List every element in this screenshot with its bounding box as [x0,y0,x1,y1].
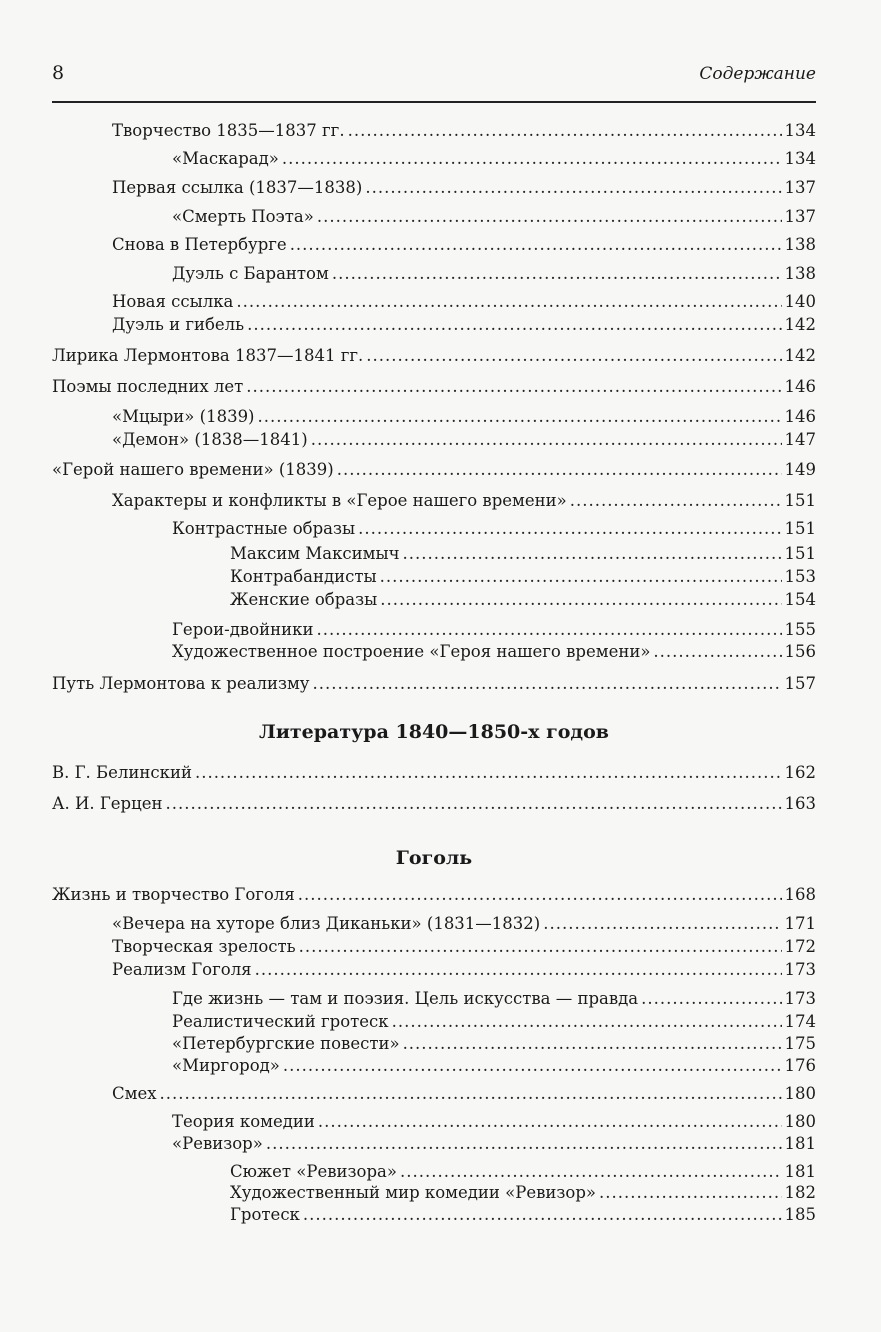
leader-dots [247,314,781,336]
leader-dots [316,619,781,641]
toc-entry-page: 182 [784,1183,816,1202]
toc-entry[interactable] [172,1055,816,1077]
leader-dots [283,1055,782,1077]
toc-entry-title: «Смерть Поэта» [172,207,314,226]
toc-entry[interactable] [52,673,816,695]
toc-entry-title: А. И. Герцен [52,794,163,813]
toc-entry-page: 142 [784,346,816,365]
toc-entry[interactable] [112,959,816,981]
leader-dots [313,673,782,695]
leader-dots [282,148,782,170]
toc-entry[interactable] [112,406,816,428]
toc-entry[interactable] [112,177,816,199]
toc-entry-title: Художественное построение «Героя нашего времени» [172,642,651,661]
toc-entry-title: «Петербургские повести» [172,1034,400,1053]
toc-entry-page: 147 [784,430,816,449]
leader-dots [403,1033,782,1055]
leader-dots [403,543,782,565]
leader-dots [299,936,782,958]
leader-dots [311,429,782,451]
toc-entry-title: Снова в Петербурге [112,235,287,254]
toc-entry-page: 134 [784,121,816,140]
toc-entry-page: 138 [784,264,816,283]
leader-dots [599,1182,781,1204]
toc-entry[interactable] [230,589,816,611]
toc-entry-page: 163 [784,794,816,813]
toc-entry[interactable] [230,1161,816,1183]
toc-entry[interactable] [52,762,816,784]
toc-entry-title: Реалистический гротеск [172,1012,389,1031]
toc-entry-title: Творческая зрелость [112,937,296,956]
toc-entry-title: Женские образы [230,590,378,609]
toc-entry-page: 176 [784,1056,816,1075]
toc-entry-page: 153 [784,567,816,586]
leader-dots [303,1204,782,1226]
leader-dots [337,459,782,481]
toc-entry-page: 140 [784,292,816,311]
leader-dots [236,291,781,313]
leader-dots [641,988,781,1010]
leader-dots [258,406,782,428]
toc-entry[interactable] [52,459,816,481]
leader-dots [255,959,782,981]
leader-dots [653,641,781,663]
toc-entry-title: Теория комедии [172,1112,315,1131]
leader-dots [290,234,782,256]
toc-entry-title: Герои-двойники [172,620,314,639]
leader-dots [246,376,781,398]
toc-entry[interactable] [112,429,816,451]
toc-entry-page: 151 [784,491,816,510]
toc-entry[interactable] [52,345,816,367]
leader-dots [195,762,782,784]
leader-dots [318,1111,782,1133]
toc-entry-title: Лирика Лермонтова 1837—1841 гг. [52,346,364,365]
toc-entry[interactable] [172,1133,816,1155]
toc-entry[interactable] [112,490,816,512]
toc-entry-page: 154 [784,590,816,609]
leader-dots [392,1011,782,1033]
toc-entry[interactable] [112,913,816,935]
toc-entry-title: «Вечера на хуторе близ Диканьки» (1831—1832) [112,914,541,933]
toc-entry[interactable] [52,884,816,906]
toc-entry-page: 142 [784,315,816,334]
toc-entry[interactable] [112,314,816,336]
toc-entry-page: 173 [784,960,816,979]
toc-entry[interactable] [112,234,816,256]
toc-entry-page: 138 [784,235,816,254]
toc-entry-title: Творчество 1835—1837 гг. [112,121,345,140]
toc-entry[interactable] [172,619,816,641]
toc-entry[interactable] [112,291,816,313]
toc-entry-page: 151 [784,544,816,563]
page-header [52,62,816,90]
toc-entry[interactable] [112,120,816,142]
toc-entry-page: 146 [784,407,816,426]
toc-entry-page: 181 [784,1134,816,1153]
toc-entry-page: 181 [784,1162,816,1181]
toc-entry[interactable] [172,518,816,540]
toc-entry-page: 172 [784,937,816,956]
leader-dots [358,518,781,540]
leader-dots [348,120,782,142]
leader-dots [380,589,781,611]
toc-entry[interactable] [112,936,816,958]
toc-entry-title: Сюжет «Ревизора» [230,1162,397,1181]
toc-entry-title: Путь Лермонтова к реализму [52,674,310,693]
toc-entry-page: 174 [784,1012,816,1031]
toc-entry-title: Контрабандисты [230,567,377,586]
toc-entry-page: 155 [784,620,816,639]
toc-entry-title: «Демон» (1838—1841) [112,430,308,449]
toc-entry[interactable] [230,1182,816,1204]
toc-entry-page: 137 [784,207,816,226]
toc-entry-page: 137 [784,178,816,197]
toc-entry-title: Новая ссылка [112,292,234,311]
toc-entry[interactable] [172,1033,816,1055]
toc-entry-title: Дуэль с Барантом [172,264,329,283]
toc-entry-title: В. Г. Белинский [52,763,192,782]
toc-entry[interactable] [52,793,816,815]
toc-entry-page: 171 [784,914,816,933]
toc-entry-page: 185 [784,1205,816,1224]
toc-entry-title: «Мцыри» (1839) [112,407,255,426]
section-heading-literature: Литература 1840—1850-х годов [259,721,609,743]
toc-entry[interactable] [172,1111,816,1133]
leader-dots [160,1083,782,1105]
toc-entry-title: «Маскарад» [172,149,279,168]
toc-entry[interactable] [172,1011,816,1033]
page-number: 8 [52,62,65,84]
leader-dots [366,345,781,367]
toc-entry-title: «Герой нашего времени» (1839) [52,460,334,479]
toc-entry-title: «Миргород» [172,1056,280,1075]
toc-entry-title: Жизнь и творчество Гоголя [52,885,295,904]
toc-entry-title: Реализм Гоголя [112,960,252,979]
running-title: Содержание [699,64,816,84]
toc-entry[interactable] [172,206,816,228]
toc-entry-page: 168 [784,885,816,904]
toc-entry-title: Первая ссылка (1837—1838) [112,178,363,197]
toc-entry-page: 156 [784,642,816,661]
leader-dots [317,206,782,228]
toc-entry-title: Поэмы последних лет [52,377,244,396]
toc-entry[interactable] [230,543,816,565]
toc-entry[interactable] [230,1204,816,1226]
toc-entry-page: 162 [784,763,816,782]
leader-dots [166,793,782,815]
leader-dots [332,263,782,285]
toc-entry[interactable] [52,376,816,398]
toc-entry-title: Контрастные образы [172,519,356,538]
leader-dots [570,490,782,512]
toc-entry-page: 180 [784,1112,816,1131]
toc-entry-page: 180 [784,1084,816,1103]
toc-entry[interactable] [172,641,816,663]
toc-entry[interactable] [112,1083,816,1105]
toc-entry-title: Гротеск [230,1205,300,1224]
toc-entry-title: Художественный мир комедии «Ревизор» [230,1183,597,1202]
header-rule [52,101,816,103]
toc-entry-title: Где жизнь — там и поэзия. Цель искусства — правда [172,989,639,1008]
toc-entry-page: 149 [784,460,816,479]
leader-dots [266,1133,782,1155]
toc-entry-page: 157 [784,674,816,693]
toc-entry-page: 134 [784,149,816,168]
toc-entry[interactable] [172,988,816,1010]
toc-entry-page: 151 [784,519,816,538]
toc-entry-title: Характеры и конфликты в «Герое нашего времени» [112,491,567,510]
toc-entry[interactable] [172,148,816,170]
toc-entry[interactable] [230,566,816,588]
leader-dots [400,1161,782,1183]
toc-entry-page: 146 [784,377,816,396]
toc-entry-title: «Ревизор» [172,1134,263,1153]
toc-entry-title: Дуэль и гибель [112,315,245,334]
toc-entry-page: 175 [784,1034,816,1053]
toc-entry-title: Смех [112,1084,157,1103]
leader-dots [298,884,782,906]
section-heading-gogol: Гоголь [395,847,473,869]
leader-dots [365,177,781,199]
toc-entry[interactable] [172,263,816,285]
leader-dots [380,566,782,588]
toc-entry-title: Максим Максимыч [230,544,400,563]
leader-dots [543,913,781,935]
toc-entry-page: 173 [784,989,816,1008]
